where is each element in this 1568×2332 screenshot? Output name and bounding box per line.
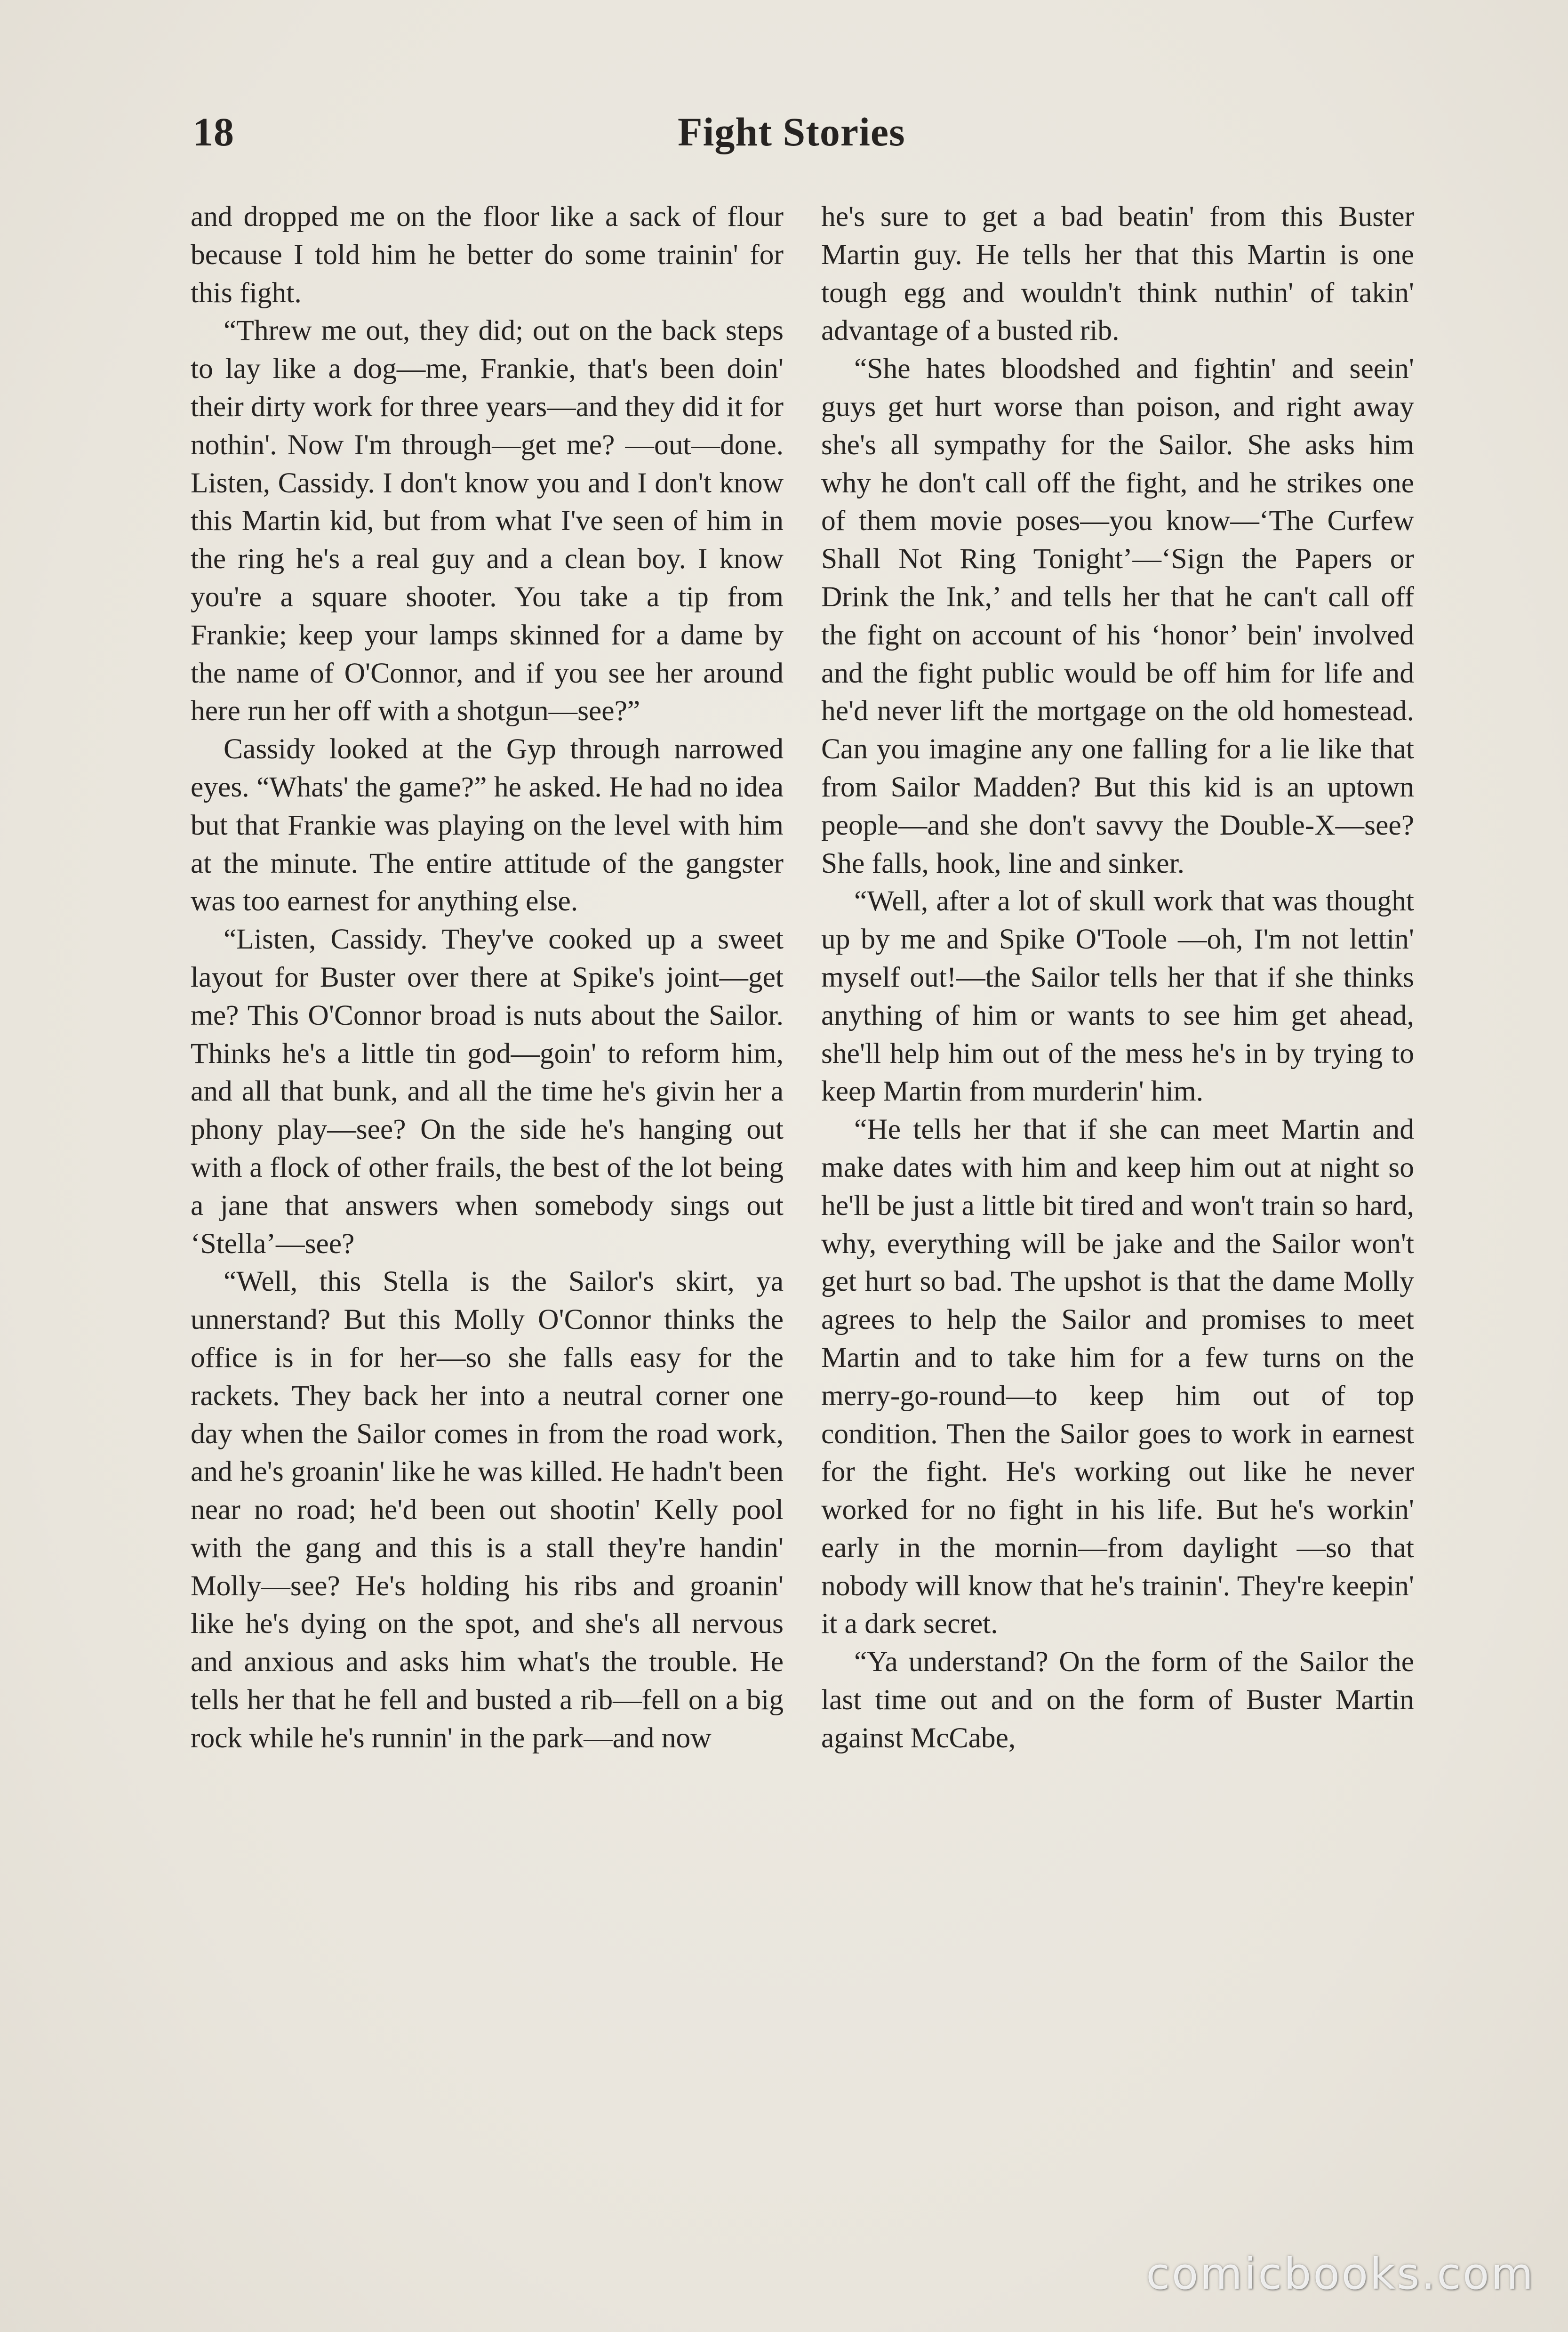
page-number: 18	[193, 109, 234, 154]
paragraph: “Ya understand? On the form of the Sailor the last time out and on the form of Buster Martin against McCabe,	[821, 1646, 1414, 1754]
watermark: comicbooks.com	[1146, 2249, 1535, 2299]
paragraph: “Threw me out, they did; out on the back steps to lay like a dog—me, Frankie, that's been doin' their dirty work for three years—and they did it for nothin'. Now I'm through—get me? —out—done. Listen, Cassidy. I don't know you and I don't know this Martin kid, but from what I've seen of him in the ring he's a real guy and a clean boy. I know you're a square shooter. You take a tip from Frankie; keep your lamps skinned for a dame by the name of O'Connor, and if you see her around here run her off with a shotgun—see?”	[191, 314, 784, 727]
right-column	[821, 198, 1414, 1757]
paragraph: and dropped me on the floor like a sack of flour because I told him he better do some trainin' for this fight.	[191, 201, 784, 309]
paragraph: “Listen, Cassidy. They've cooked up a sweet layout for Buster over there at Spike's joint—get me? This O'Connor broad is nuts about the Sailor. Thinks he's a little tin god—goin' to reform him, and all that bunk, and all the time he's givin her a phony play—see? On the side he's hanging out with a flock of other frails, the best of the lot being a jane that answers when somebody sings out ‘Stella’—see?	[191, 923, 784, 1260]
page-header	[193, 108, 1416, 174]
paragraph: “She hates bloodshed and fightin' and seein' guys get hurt worse than poison, and right away she's all sympathy for the Sailor. She asks him why he don't call off the fight, and he strikes one of them movie poses—you know—‘The Curfew Shall Not Ring Tonight’—‘Sign the Papers or Drink the Ink,’ and tells her that he can't call off the fight on account of his ‘honor’ bein' involved and the fight public would be off him for life and he'd never lift the mortgage on the old homestead. Can you imagine any one falling for a lie like that from Sailor Madden? But this kid is an uptown people—and she don't savvy the Double-X—see? She falls, hook, line and sinker.	[821, 353, 1414, 879]
paragraph: “He tells her that if she can meet Martin and make dates with him and keep him out at night so he'll be just a little bit tired and won't train so hard, why, everything will be jake and the Sailor won't get hurt so bad. The upshot is that the dame Molly agrees to help the Sailor and promises to meet Martin and to take him for a few turns on the merry-go-round—to keep him out of top condition. Then the Sailor goes to work in earnest for the fight. He's working out like he never worked for no fight in his life. But he's workin' early in the mornin—from daylight —so that nobody will know that he's trainin'. They're keepin' it a dark secret.	[821, 1113, 1414, 1640]
left-column	[191, 198, 784, 1757]
paragraph: he's sure to get a bad beatin' from this Buster Martin guy. He tells her that this Martin is one tough egg and wouldn't think nuthin' of takin' advantage of a busted rib.	[821, 201, 1414, 347]
paragraph: “Well, after a lot of skull work that was thought up by me and Spike O'Toole —oh, I'm not lettin' myself out!—the Sailor tells her that if she thinks anything of him or wants to see him get ahead, she'll help him out of the mess he's in by trying to keep Martin from murderin' him.	[821, 885, 1414, 1108]
paragraph: “Well, this Stella is the Sailor's skirt, ya unnerstand? But this Molly O'Connor thinks the office is in for her—so she falls easy for the rackets. They back her into a neutral corner one day when the Sailor comes in from the road work, and he's groanin' like he was killed. He hadn't been near no road; he'd been out shootin' Kelly pool with the gang and this is a stall they're handin' Molly—see? He's holding his ribs and groanin' like he's dying on the spot, and she's all nervous and anxious and asks him what's the trouble. He tells her that he fell and busted a rib—fell on a big rock while he's runnin' in the park—and now	[191, 1265, 784, 1754]
paragraph: Cassidy looked at the Gyp through narrowed eyes. “Whats' the game?” he asked. He had no idea but that Frankie was playing on the level with him at the minute. The entire attitude of the gangster was too earnest for anything else.	[191, 733, 784, 917]
running-title: Fight Stories	[678, 109, 905, 154]
